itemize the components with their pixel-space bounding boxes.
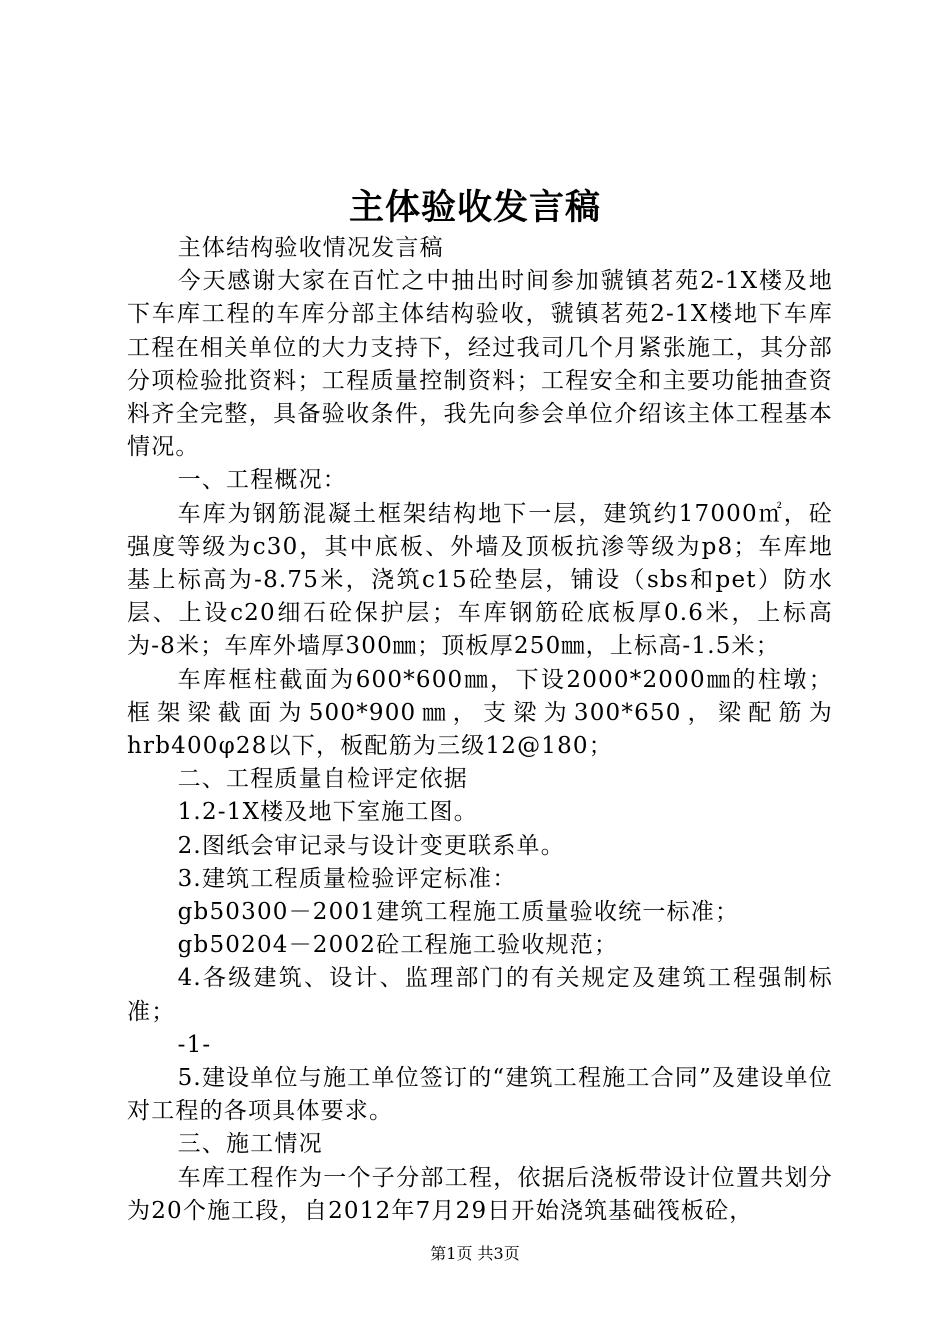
paragraph-intro: 今天感谢大家在百忙之中抽出时间参加虢镇茗苑2-1X楼及地下车库工程的车库分部主体结构验收，虢镇茗苑2-1X楼地下车库工程在相关单位的大力支持下，经过我司几个月紧张施工，其分部分项检验批资料；工程质量控制资料；工程安全和主要功能抽查资料齐全完整，具备验收条件，我先向参会单位介绍该主体工程基本情况。 <box>127 268 833 461</box>
list-item: 4.各级建筑、设计、监理部门的有关规定及建筑工程强制标准； <box>127 965 833 1025</box>
section-heading-basis: 二、工程质量自检评定依据 <box>177 766 468 793</box>
paragraph-overview-structure: 车库为钢筋混凝土框架结构地下一层，建筑约17000㎡，砼强度等级为c30，其中底板、外墙及顶板抗渗等级为p8；车库地基上标高为-8.75米，浇筑c15砼垫层，铺设（sbs和pet）防水层、上设c20细石砼保护层；车库钢筋砼底板厚0.6米，上标高为-8米；车库外墙厚300㎜；顶板厚250㎜，上标高-1.5米； <box>127 500 833 660</box>
inline-page-marker: -1- <box>177 1031 212 1058</box>
list-item: gb50300－2001建筑工程施工质量验收统一标准； <box>177 899 740 926</box>
list-item: 1.2-1X楼及地下室施工图。 <box>177 799 478 826</box>
list-item: 3.建筑工程质量检验评定标准： <box>177 865 517 892</box>
section-heading-overview: 一、工程概况： <box>177 467 347 494</box>
list-item: 5.建设单位与施工单位签订的“建筑工程施工合同”及建设单位对工程的各项具体要求。 <box>127 1065 833 1125</box>
section-heading-construction: 三、施工情况 <box>177 1131 323 1158</box>
paragraph-overview-columns: 车库框柱截面为600*600㎜，下设2000*2000㎜的柱墩；框架梁截面为500*900㎜，支梁为300*650，梁配筋为hrb400φ28以下，板配筋为三级12@180； <box>127 666 833 760</box>
paragraph-subtitle: 主体结构验收情况发言稿 <box>177 235 444 261</box>
document-body <box>127 232 833 1228</box>
list-item: gb50204－2002砼工程施工验收规范； <box>177 932 619 959</box>
paragraph-construction: 车库工程作为一个子分部工程，依据后浇板带设计位置共划分为20个施工段，自2012年7月29日开始浇筑基础筏板砼， <box>127 1164 833 1224</box>
document-title: 主体验收发言稿 <box>348 187 601 228</box>
list-item: 2.图纸会审记录与设计变更联系单。 <box>177 832 565 859</box>
page-footer: 第1页 共3页 <box>430 1244 520 1263</box>
